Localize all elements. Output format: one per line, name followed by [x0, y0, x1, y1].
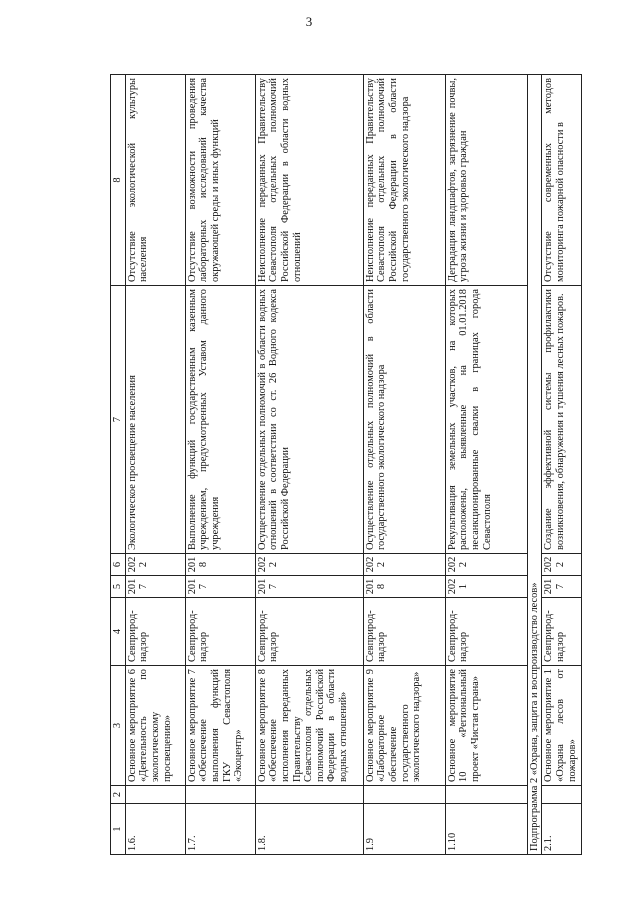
expected-result: Экологическое просвещение населения — [125, 286, 185, 554]
subprogram-title: Подпрограмма 2 «Охрана, защита и воспроизводство лесов» — [527, 75, 542, 855]
header-row — [111, 75, 126, 855]
table-row — [363, 75, 445, 855]
executor: Севприрод-надзор — [255, 598, 363, 666]
row-number: 1.9 — [363, 804, 445, 855]
expected-result: Создание эффективной системы профилактики возникновения, обнаружения и тушения лесных пожаров. — [542, 286, 582, 554]
header-cell: 8 — [111, 75, 126, 286]
consequence: Неисполнение переданных Правительству Севастополя отдельных полномочий Российской Федерации в области государственного экологического надзора — [363, 75, 445, 286]
start-year: 2017 — [542, 576, 582, 598]
row-number: 1.10 — [445, 804, 527, 855]
start-year: 2017 — [255, 576, 363, 598]
header-cell: 4 — [111, 598, 126, 666]
end-year: 2022 — [542, 554, 582, 576]
row-number: 1.6. — [125, 804, 185, 855]
row-col2 — [125, 786, 185, 804]
consequence: Деградация ландшафтов, загрязнение почвы, угроза жизни и здоровью граждан — [445, 75, 527, 286]
row-col2 — [445, 786, 527, 804]
expected-result: Осуществление отдельных полномочий в области водных отношений в соответствии со ст. 26 Водного кодекса Российской Федерации — [255, 286, 363, 554]
end-year: 2018 — [185, 554, 255, 576]
row-col2 — [542, 786, 582, 804]
row-number: 1.7. — [185, 804, 255, 855]
row-number: 1.8. — [255, 804, 363, 855]
header-cell: 1 — [111, 804, 126, 855]
expected-result: Выполнение функций государственным казенным учреждением, предусмотренных Уставом данного учреждения — [185, 286, 255, 554]
end-year: 2022 — [125, 554, 185, 576]
start-year: 2017 — [125, 576, 185, 598]
end-year: 2022 — [445, 554, 527, 576]
expected-result: Осуществление отдельных полномочий в области государственного экологического надзора — [363, 286, 445, 554]
table-row — [445, 75, 527, 855]
header-cell: 5 — [111, 576, 126, 598]
table-row — [125, 75, 185, 855]
header-cell: 7 — [111, 286, 126, 554]
rotated-table-container — [110, 75, 578, 855]
table-row — [542, 75, 582, 855]
consequence: Отсутствие экологической культуры населения — [125, 75, 185, 286]
measure-name: Основное мероприятие 7 «Обеспечение выполнения функций ГКУ Севастополя «Экоцентр» — [185, 666, 255, 786]
start-year: 2021 — [445, 576, 527, 598]
executor: Севприрод-надзор — [445, 598, 527, 666]
header-cell: 3 — [111, 666, 126, 786]
consequence: Отсутствие современных методов мониторинга пожарной опасности в — [542, 75, 582, 286]
consequence: Неисполнение переданных Правительству Севастополя отдельных полномочий Российской Федерации в области водных отношений — [255, 75, 363, 286]
measure-name: Основное мероприятие 9 «Лабораторное обеспечение государственного экологического надзора» — [363, 666, 445, 786]
measures-table — [110, 74, 582, 855]
executor: Севприрод-надзор — [185, 598, 255, 666]
header-cell: 6 — [111, 554, 126, 576]
consequence: Отсутствие возможности проведения лабораторных исследований качества окружающей среды и иных функций — [185, 75, 255, 286]
measure-name: Основное мероприятие 10 «Региональный проект «Чистая страна» — [445, 666, 527, 786]
subprogram-row — [527, 75, 542, 855]
measure-name: Основное мероприятие 1 «Охрана лесов от пожаров» — [542, 666, 582, 786]
start-year: 2018 — [363, 576, 445, 598]
executor: Севприрод-надзор — [363, 598, 445, 666]
page-number: 3 — [305, 14, 313, 29]
table-row — [255, 75, 363, 855]
start-year: 2017 — [185, 576, 255, 598]
end-year: 2022 — [363, 554, 445, 576]
row-col2 — [363, 786, 445, 804]
executor: Севприрод-надзор — [125, 598, 185, 666]
row-col2 — [255, 786, 363, 804]
end-year: 2022 — [255, 554, 363, 576]
measure-name: Основное мероприятие 6 «Деятельность по экологическому просвещению» — [125, 666, 185, 786]
row-number: 2.1. — [542, 804, 582, 855]
measure-name: Основное мероприятие 8 «Обеспечение исполнения переданных Правительству Севастополя отдельных полномочий Российской Федерации в области водных отношений» — [255, 666, 363, 786]
expected-result: Рекультивация земельных участков, на которых расположены, выявленные на 01.01.2018 несанкционированные свалки в границах города Севастополя — [445, 286, 527, 554]
table-row — [185, 75, 255, 855]
executor: Севприрод-надзор — [542, 598, 582, 666]
row-col2 — [185, 786, 255, 804]
header-cell: 2 — [111, 786, 126, 804]
